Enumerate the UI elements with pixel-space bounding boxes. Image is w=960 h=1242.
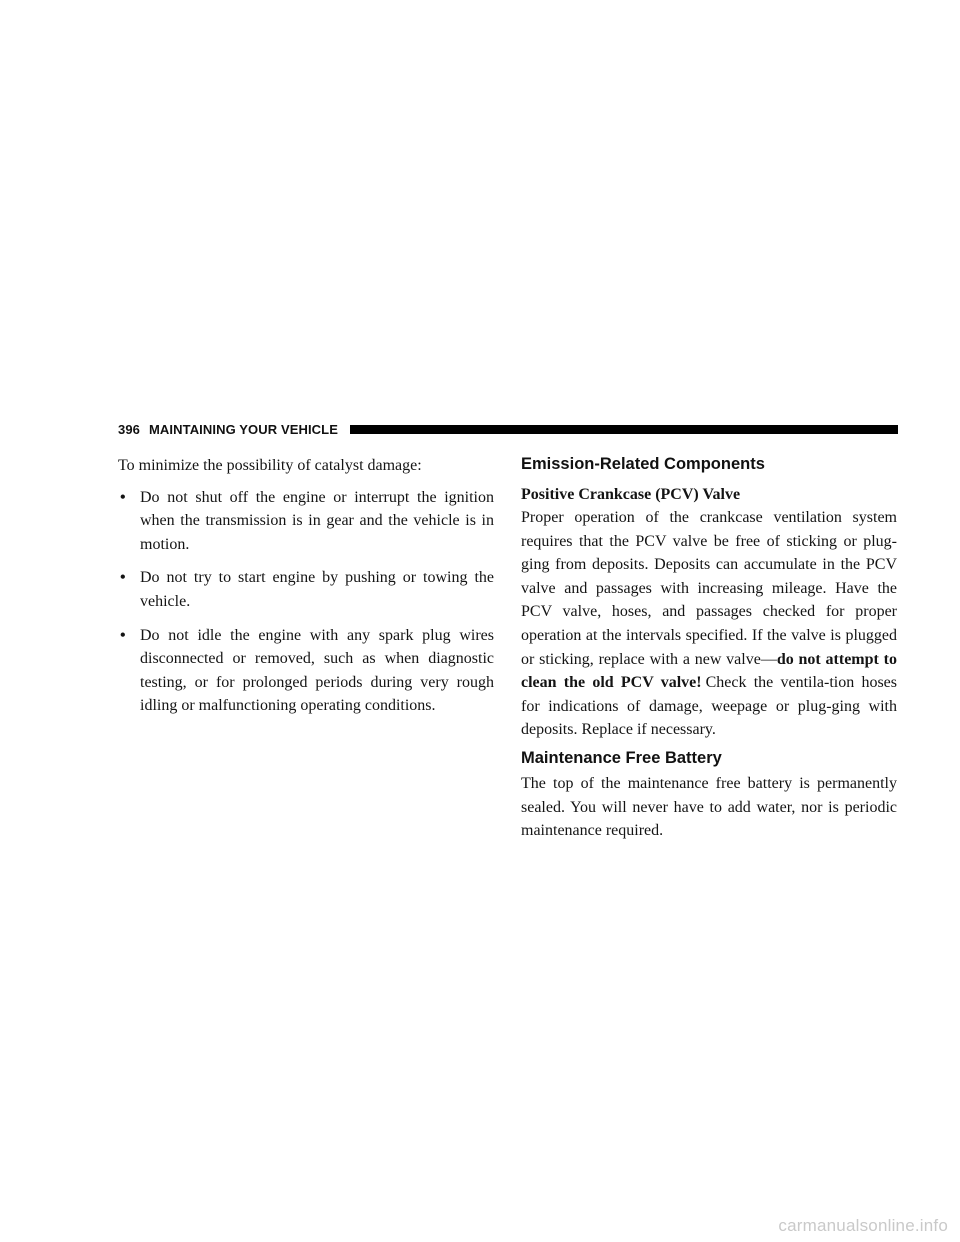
list-item bbox=[118, 624, 494, 718]
catalyst-bullet-list bbox=[118, 486, 494, 718]
page-number: 396 bbox=[118, 421, 140, 437]
pcv-text-part-1: Proper operation of the crankcase ventilation system requires that the PCV valve be free of sticking or plug-ging from deposits. Deposits can accumulate in the PCV valve and passages with increasing mileage. Have the PCV valve, hoses, and passages checked for proper operation at the intervals specified. If the valve is plugged or sticking, replace with a new valve— bbox=[521, 509, 897, 668]
section-title: MAINTAINING YOUR VEHICLE bbox=[149, 421, 338, 437]
emission-components-heading: Emission-Related Components bbox=[521, 455, 765, 473]
bullet-icon: • bbox=[120, 626, 126, 644]
bullet-icon: • bbox=[120, 569, 126, 587]
battery-paragraph: The top of the maintenance free battery is permanently sealed. You will never have to add water, nor is periodic maintenance required. bbox=[521, 774, 897, 840]
pcv-text-part-2: Check the ventila-tion hoses for indications of damage, weepage or plug-ging with deposits. Replace if necessary. bbox=[521, 674, 898, 739]
watermark-text: carmanualsonline.info bbox=[778, 1216, 948, 1235]
pcv-warning-text: do not attempt to clean the old PCV valve! bbox=[521, 650, 897, 692]
right-column bbox=[521, 454, 897, 843]
battery-heading: Maintenance Free Battery bbox=[521, 748, 722, 767]
pcv-valve-subheading: Positive Crankcase (PCV) Valve bbox=[521, 486, 741, 503]
bullet-icon: • bbox=[120, 488, 126, 506]
pcv-valve-paragraph bbox=[521, 506, 897, 742]
list-item bbox=[118, 486, 494, 557]
bullet-text: Do not idle the engine with any spark plug wires disconnected or removed, such as when diagnostic testing, or for prolonged periods during very rough idling or malfunctioning operating conditions. bbox=[140, 626, 494, 715]
running-header bbox=[118, 421, 898, 437]
catalyst-intro: To minimize the possibility of catalyst damage: bbox=[118, 457, 422, 474]
bullet-text: Do not shut off the engine or interrupt the ignition when the transmission is in gear and the vehicle is in motion. bbox=[140, 488, 494, 553]
list-item bbox=[118, 566, 494, 613]
bullet-text: Do not try to start engine by pushing or towing the vehicle. bbox=[140, 569, 494, 610]
header-rule bbox=[350, 425, 898, 434]
left-column bbox=[118, 454, 494, 728]
